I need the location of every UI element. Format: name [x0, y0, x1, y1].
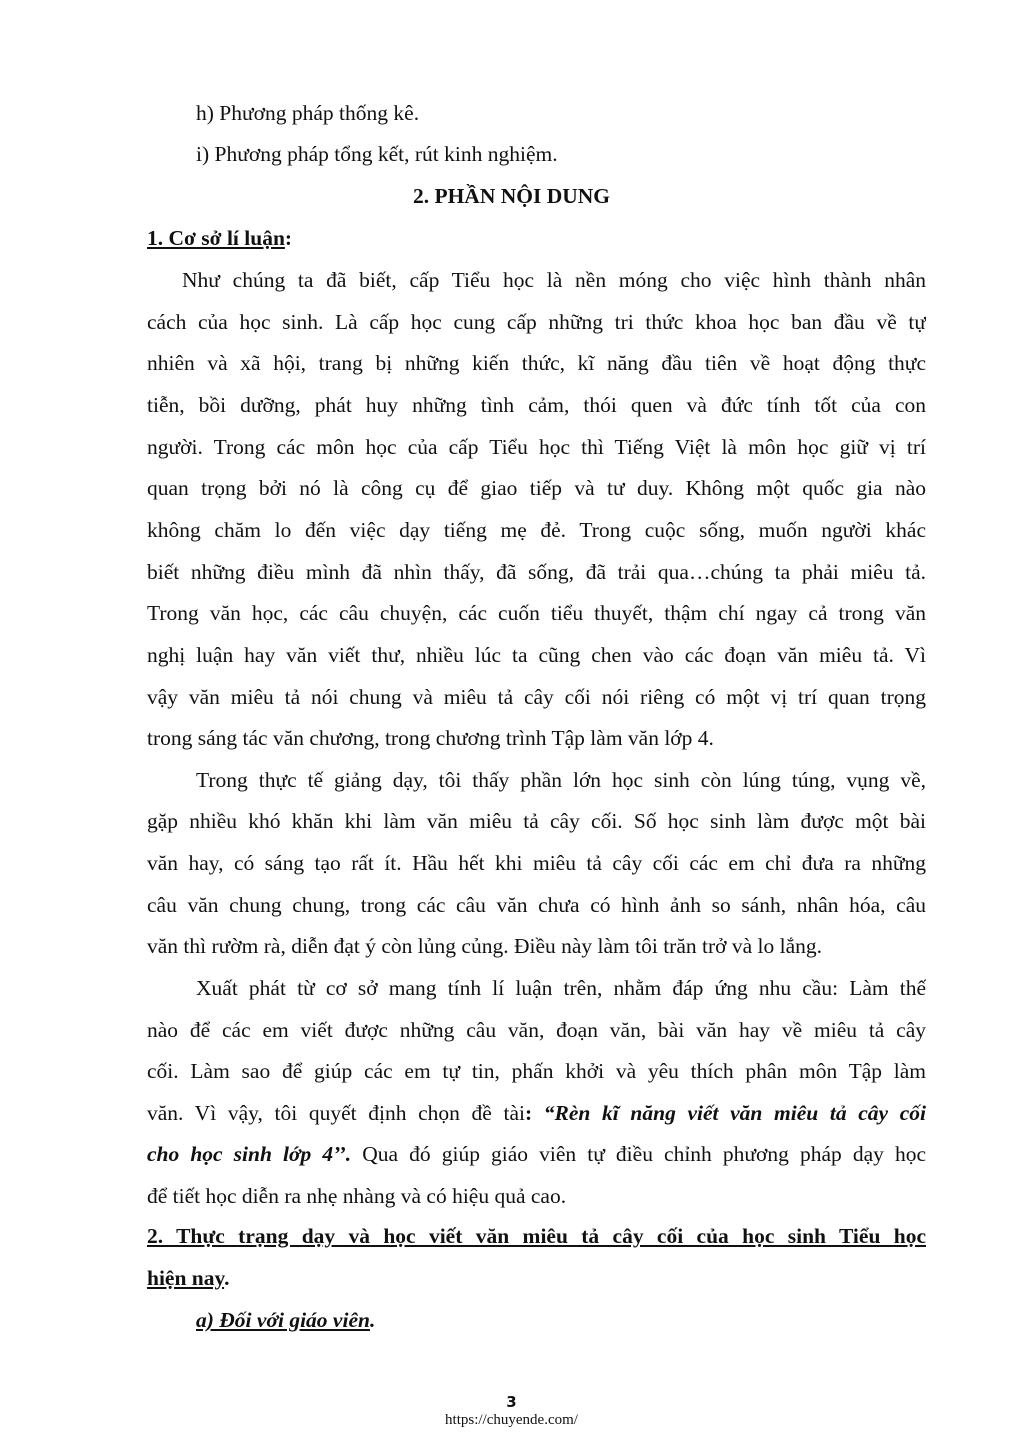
paragraph-line: gặp nhiều khó khăn khi làm văn miêu tả cây cối. Số học sinh làm được một bài — [147, 809, 926, 833]
colon: : — [524, 1101, 533, 1125]
paragraph-line: để tiết học diễn ra nhẹ nhàng và có hiệu quả cao. — [147, 1184, 567, 1208]
topic-title: cho học sinh lớp 4’’. — [147, 1142, 352, 1166]
paragraph-line: Trong văn học, các câu chuyện, các cuốn tiểu thuyết, thậm chí ngay cả trong văn — [147, 601, 926, 625]
topic-title: “Rèn kĩ năng viết văn miêu tả cây cối — [532, 1101, 926, 1125]
paragraph-line: nào để các em viết được những câu văn, đoạn văn, bài văn hay về miêu tả cây — [147, 1018, 926, 1042]
heading-text: hiện nay — [147, 1266, 225, 1290]
list-item-i: i) Phương pháp tổng kết, rút kinh nghiệm. — [196, 142, 558, 166]
paragraph-line: nghị luận hay văn viết thư, nhiều lúc ta cũng chen vào các đoạn văn miêu tả. Vì — [147, 643, 926, 667]
paragraph-line — [147, 1140, 926, 1168]
page-number: 3 — [506, 1393, 517, 1411]
paragraph-line: vậy văn miêu tả nói chung và miêu tả cây cối nói riêng có một vị trí quan trọng — [147, 685, 926, 709]
paragraph-line: Xuất phát từ cơ sở mang tính lí luận trên, nhằm đáp ứng nhu cầu: Làm thế — [196, 976, 926, 1000]
paragraph-line: trong sáng tác văn chương, trong chương trình Tập làm văn lớp 4. — [147, 726, 714, 750]
text-run: Qua đó giúp giáo viên tự điều chỉnh phương pháp dạy học — [351, 1142, 926, 1166]
paragraph-line: quan trọng bởi nó là công cụ để giao tiếp và tư duy. Không một quốc gia nào — [147, 476, 926, 500]
paragraph-line: cối. Làm sao để giúp các em tự tin, phấn khởi và yêu thích phân môn Tập làm — [147, 1059, 926, 1083]
subheading-dot: . — [369, 1308, 376, 1332]
heading-colon: : — [284, 226, 293, 250]
paragraph-line: Như chúng ta đã biết, cấp Tiểu học là nền móng cho việc hình thành nhân — [182, 268, 926, 292]
heading-dot: . — [224, 1266, 230, 1290]
paragraph-line: người. Trong các môn học của cấp Tiểu học thì Tiếng Việt là môn học giữ vị trí — [147, 435, 926, 459]
list-item-h: h) Phương pháp thống kê. — [196, 101, 420, 125]
text-run: văn. Vì vậy, tôi quyết định chọn đề tài — [147, 1101, 525, 1125]
paragraph-line: văn hay, có sáng tạo rất ít. Hầu hết khi miêu tả cây cối các em chỉ đưa ra những — [147, 851, 926, 875]
paragraph-line: cách của học sinh. Là cấp học cung cấp những tri thức khoa học ban đầu về tự — [147, 310, 926, 334]
heading-thuc-trang-cont — [147, 1264, 229, 1292]
heading-co-so-li-luan — [147, 224, 292, 252]
paragraph-line: tiễn, bồi dưỡng, phát huy những tình cảm, thói quen và đức tính tốt của con — [147, 393, 926, 417]
paragraph-line — [147, 1099, 926, 1127]
paragraph-line: biết những điều mình đã nhìn thấy, đã sống, đã trải qua…chúng ta phải miêu tả. — [147, 560, 926, 584]
heading-text: 1. Cơ sở lí luận — [147, 226, 285, 250]
section-title: 2. PHẦN NỘI DUNG — [412, 184, 611, 208]
paragraph-line: văn thì rườm rà, diễn đạt ý còn lủng củng. Điều này làm tôi trăn trở và lo lắng. — [147, 934, 823, 958]
subheading-text: a) Đối với giáo viên — [196, 1308, 370, 1332]
subheading-doi-voi-giao-vien — [196, 1306, 375, 1334]
paragraph-line: nhiên và xã hội, trang bị những kiến thức, kĩ năng đầu tiên về hoạt động thực — [147, 351, 926, 375]
paragraph-line: câu văn chung chung, trong các câu văn chưa có hình ảnh so sánh, nhân hóa, câu — [147, 893, 926, 917]
paragraph-line: không chăm lo đến việc dạy tiếng mẹ đẻ. Trong cuộc sống, muốn người khác — [147, 518, 926, 542]
paragraph-line: Trong thực tế giảng dạy, tôi thấy phần lớn học sinh còn lúng túng, vụng về, — [196, 768, 926, 792]
heading-thuc-trang: 2. Thực trạng dạy và học viết văn miêu tả cây cối của học sinh Tiểu học — [147, 1224, 926, 1248]
footer-url[interactable]: https://chuyende.com/ — [445, 1412, 578, 1428]
